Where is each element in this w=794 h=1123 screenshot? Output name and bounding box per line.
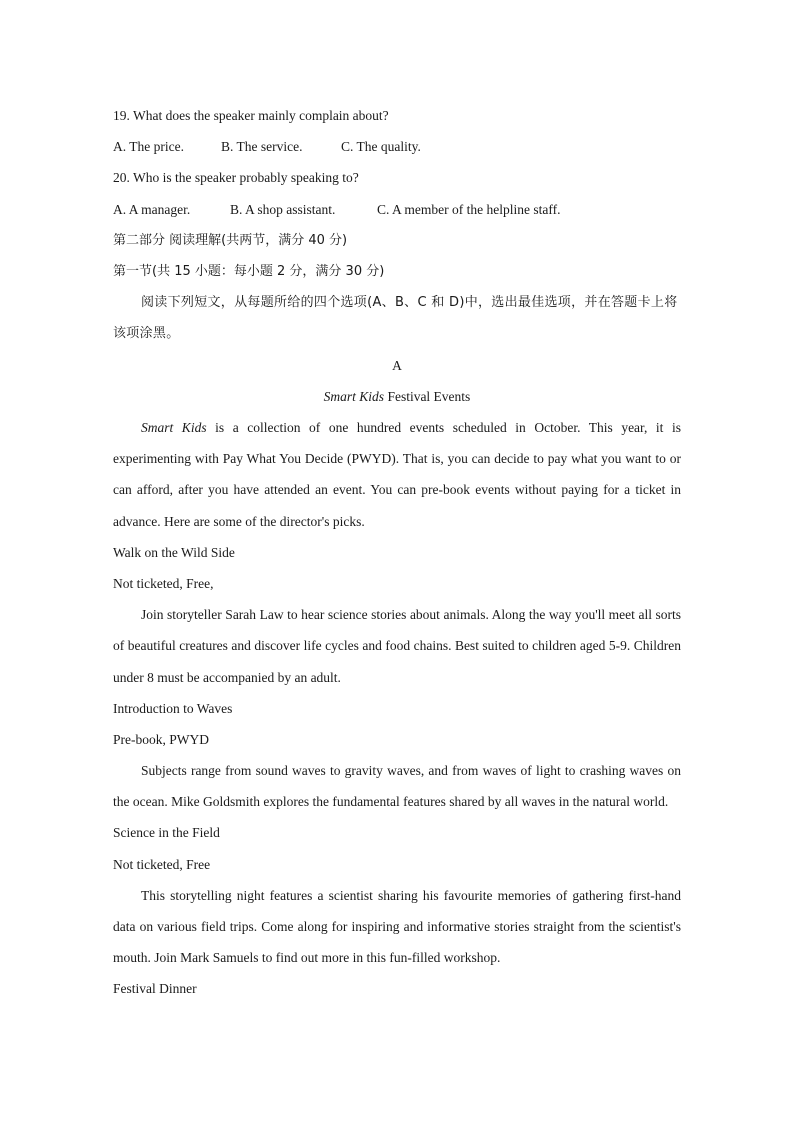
reading-instructions: 阅读下列短文，从每题所给的四个选项(A、B、C 和 D)中，选出最佳选项，并在答题卡上将该项涂黑。 bbox=[113, 295, 678, 342]
event-name: Science in the Field bbox=[113, 825, 220, 841]
event-description: Join storyteller Sarah Law to hear science stories about animals. Along the way you'll meet all sorts of beautiful creatures and discover life cycles and food chains. Best suited to children aged 5-9. Children under 8 must be accompanied by an adult. bbox=[113, 607, 681, 685]
event-name: Introduction to Waves bbox=[113, 700, 233, 716]
option-b: B. The service. bbox=[221, 139, 303, 155]
event-ticket: Not ticketed, Free bbox=[113, 856, 211, 872]
option-b: B. A shop assistant. bbox=[230, 201, 336, 217]
passage-title bbox=[113, 381, 681, 412]
question-19-options bbox=[113, 131, 681, 162]
passage-title-rest: Festival Events bbox=[384, 388, 471, 404]
option-a: A. A manager. bbox=[113, 201, 191, 217]
event-description: Subjects range from sound waves to gravity waves, and from waves of light to crashing waves on the ocean. Mike Goldsmith explores the fundamental features shared by all waves in the natural world. bbox=[113, 763, 681, 810]
option-c: C. A member of the helpline staff. bbox=[377, 201, 561, 217]
question-20-options bbox=[113, 194, 681, 225]
part-title: 第二部分 阅读理解(共两节，满分 40 分) bbox=[113, 232, 348, 248]
intro-paragraph bbox=[113, 412, 681, 537]
intro-italic: Smart Kids bbox=[141, 419, 207, 435]
section-title: 第一节(共 15 小题：每小题 2 分，满分 30 分) bbox=[113, 263, 385, 279]
passage-letter: A bbox=[392, 357, 402, 373]
event-name: Walk on the Wild Side bbox=[113, 544, 235, 560]
question-19: 19. What does the speaker mainly complain about? bbox=[113, 108, 389, 123]
event-ticket: Pre-book, PWYD bbox=[113, 731, 209, 747]
question-20: 20. Who is the speaker probably speaking to? bbox=[113, 170, 359, 186]
option-c: C. The quality. bbox=[341, 139, 421, 155]
event-description: This storytelling night features a scientist sharing his favourite memories of gathering first-hand data on various field trips. Come along for inspiring and informative stories straight from the scientist's mouth. Join Mark Samuels to find out more in this fun-filled workshop. bbox=[113, 887, 681, 966]
exam-page bbox=[113, 100, 681, 1005]
option-a: A. The price. bbox=[113, 139, 184, 155]
event-name: Festival Dinner bbox=[113, 981, 197, 997]
passage-title-italic: Smart Kids bbox=[323, 388, 385, 404]
intro-rest: is a collection of one hundred events scheduled in October. This year, it is experimenting with Pay What You Decide (PWYD). That is, you can decide to pay what you want to or can afford, after you have attended an event. You can pre-book events without paying for a ticket in advance. Here are some of the director's picks. bbox=[113, 419, 682, 529]
event-ticket: Not ticketed, Free, bbox=[113, 575, 214, 591]
